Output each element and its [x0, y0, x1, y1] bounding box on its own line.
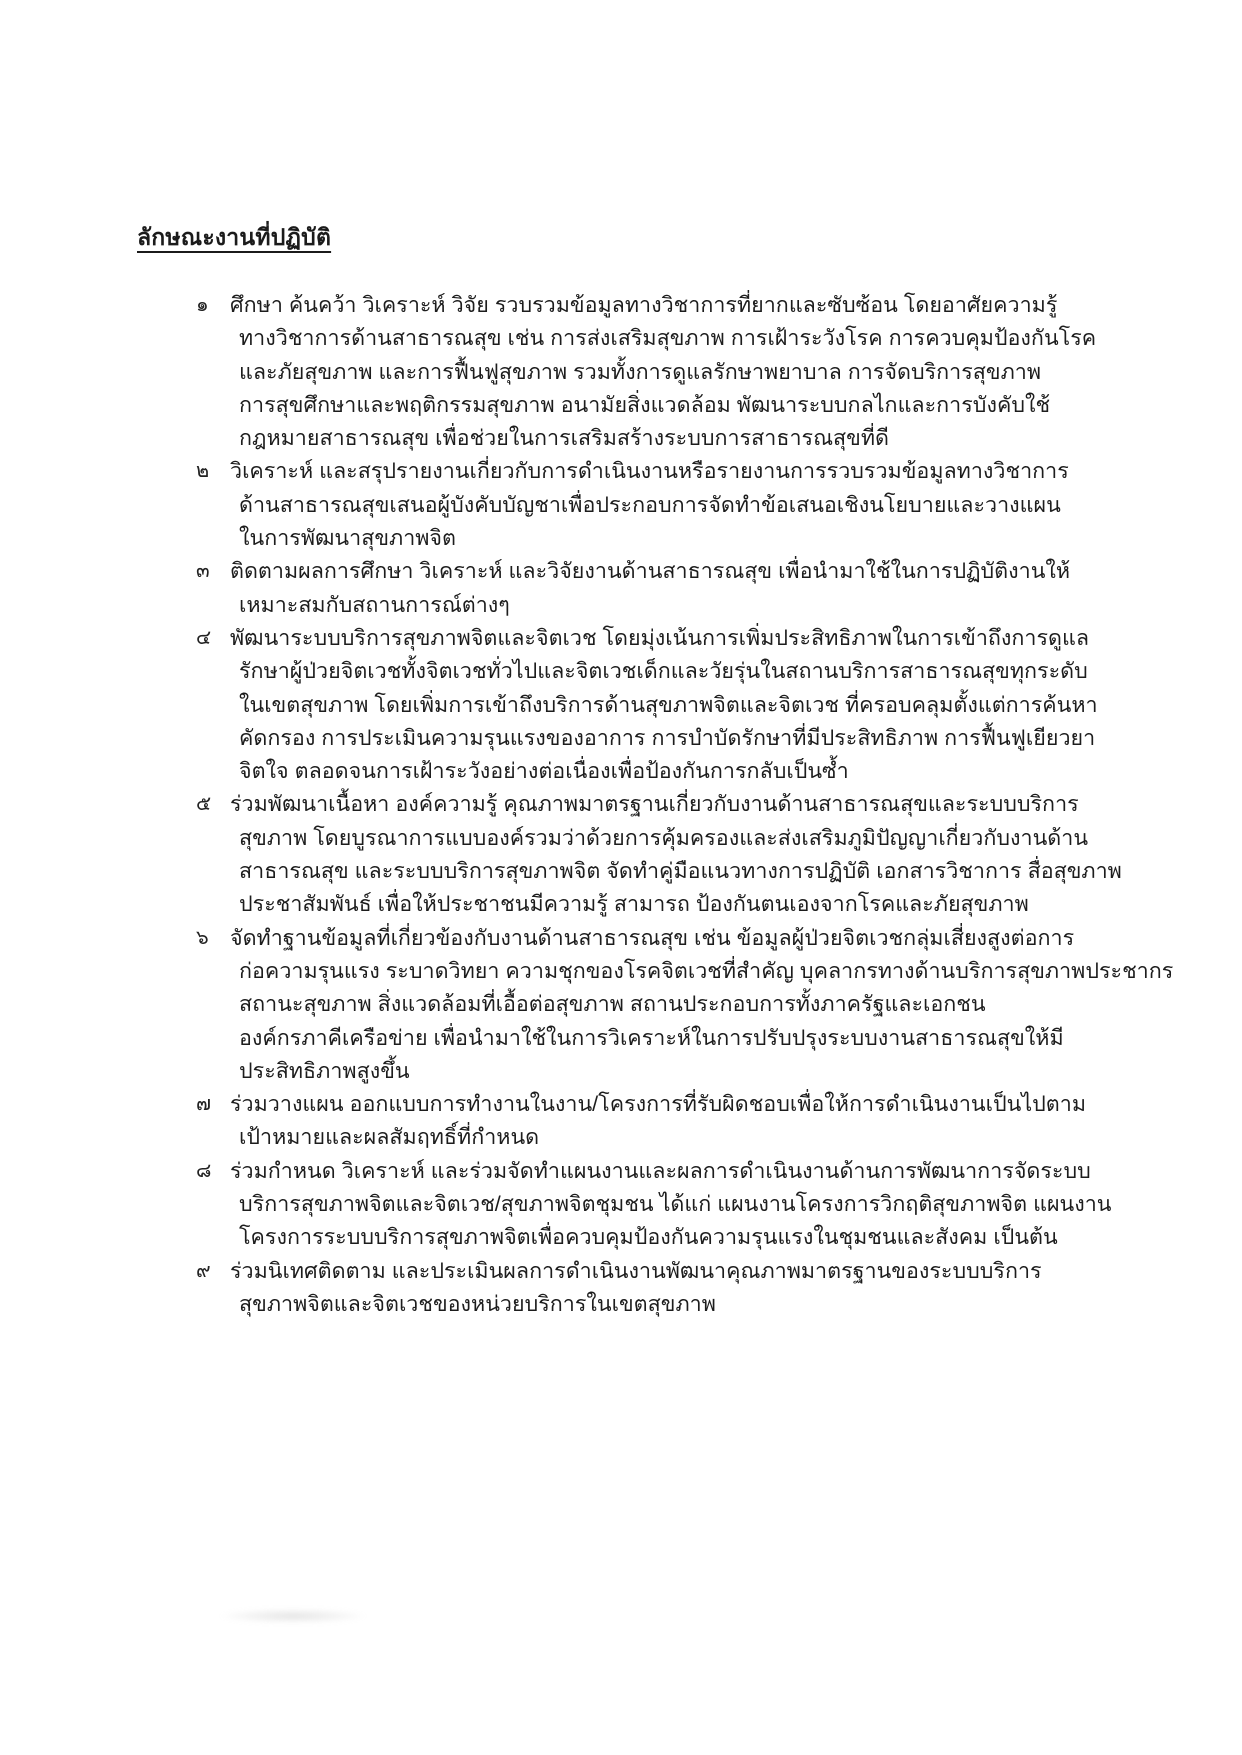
scan-smudge-artifact — [218, 1608, 368, 1624]
item-body — [230, 1155, 1186, 1255]
item-line: ก่อความรุนแรง ระบาดวิทยา ความชุกของโรคจิตเวชที่สำคัญ บุคลากรทางด้านบริการสุขภาพประชากร — [239, 958, 1174, 983]
item-line: จิตใจ ตลอดจนการเฝ้าระวังอย่างต่อเนื่องเพื่อป้องกันการกลับเป็นซ้ำ — [239, 759, 849, 784]
page-title: ลักษณะงานที่ปฏิบัติ — [137, 224, 332, 250]
list-item — [196, 1155, 1186, 1255]
item-line: การสุขศึกษาและพฤติกรรมสุขภาพ อนามัยสิ่งแวดล้อม พัฒนาระบบกลไกและการบังคับใช้ — [239, 392, 1051, 417]
job-duties-list — [196, 289, 1186, 1321]
item-line: บริการสุขภาพจิตและจิตเวช/สุขภาพจิตชุมชน ได้แก่ แผนงานโครงการวิกฤติสุขภาพจิต แผนงาน — [239, 1192, 1112, 1217]
item-line: โครงการระบบบริการสุขภาพจิตเพื่อควบคุมป้องกันความรุนแรงในชุมชนและสังคม เป็นต้น — [239, 1225, 1058, 1250]
item-line: จัดทำฐานข้อมูลที่เกี่ยวข้องกับงานด้านสาธารณสุข เช่น ข้อมูลผู้ป่วยจิตเวชกลุ่มเสี่ยงสูงต่อการ — [230, 925, 1075, 950]
item-number: ๘ — [196, 1159, 212, 1182]
item-line: เหมาะสมกับสถานการณ์ต่างๆ — [239, 592, 510, 617]
item-line: ด้านสาธารณสุขเสนอผู้บังคับบัญชาเพื่อประกอบการจัดทำข้อเสนอเชิงนโยบายและวางแผน — [239, 492, 1061, 517]
item-line: กฎหมายสาธารณสุข เพื่อช่วยในการเสริมสร้างระบบการสาธารณสุขที่ดี — [239, 426, 889, 451]
list-item — [196, 1088, 1186, 1155]
item-line: สุขภาพ โดยบูรณาการแบบองค์รวมว่าด้วยการคุ้มครองและส่งเสริมภูมิปัญญาเกี่ยวกับงานด้าน — [239, 825, 1089, 850]
list-item — [196, 289, 1186, 455]
item-number: ๔ — [196, 626, 212, 649]
item-line: ในการพัฒนาสุขภาพจิต — [239, 526, 456, 551]
list-item — [196, 622, 1186, 788]
item-line: ประชาสัมพันธ์ เพื่อให้ประชาชนมีความรู้ สามารถ ป้องกันตนเองจากโรคและภัยสุขภาพ — [239, 892, 1029, 917]
list-item — [196, 788, 1186, 921]
item-body — [230, 1255, 1186, 1322]
item-body — [230, 455, 1186, 555]
list-item — [196, 455, 1186, 555]
item-line: ประสิทธิภาพสูงขึ้น — [239, 1058, 410, 1083]
list-item — [196, 922, 1186, 1088]
item-line: ศึกษา ค้นคว้า วิเคราะห์ วิจัย รวบรวมข้อมูลทางวิชาการที่ยากและซับซ้อน โดยอาศัยความรู้ — [230, 293, 1058, 317]
item-line: ในเขตสุขภาพ โดยเพิ่มการเข้าถึงบริการด้านสุขภาพจิตและจิตเวช ที่ครอบคลุมตั้งแต่การค้นหา — [239, 692, 1098, 717]
item-line: ร่วมกำหนด วิเคราะห์ และร่วมจัดทำแผนงานและผลการดำเนินงานด้านการพัฒนาการจัดระบบ — [230, 1158, 1091, 1183]
item-line: สุขภาพจิตและจิตเวชของหน่วยบริการในเขตสุขภาพ — [239, 1291, 716, 1316]
item-body — [230, 1088, 1186, 1155]
item-line: สถานะสุขภาพ สิ่งแวดล้อมที่เอื้อต่อสุขภาพ สถานประกอบการทั้งภาครัฐและเอกชน — [239, 992, 986, 1017]
item-number: ๗ — [196, 1093, 212, 1116]
item-number: ๓ — [196, 560, 210, 583]
item-line: รักษาผู้ป่วยจิตเวชทั้งจิตเวชทั่วไปและจิตเวชเด็กและวัยรุ่นในสถานบริการสาธารณสุขทุกระดับ — [239, 659, 1088, 684]
item-number: ๕ — [196, 793, 212, 816]
item-number: ๒ — [196, 460, 210, 483]
item-line: ร่วมพัฒนาเนื้อหา องค์ความรู้ คุณภาพมาตรฐานเกี่ยวกับงานด้านสาธารณสุขและระบบบริการ — [230, 792, 1079, 817]
item-line: เป้าหมายและผลสัมฤทธิ์ที่กำหนด — [239, 1125, 540, 1150]
list-item — [196, 555, 1186, 622]
item-line: ทางวิชาการด้านสาธารณสุข เช่น การส่งเสริมสุขภาพ การเฝ้าระวังโรค การควบคุมป้องกันโรค — [239, 326, 1097, 351]
item-number: ๑ — [196, 294, 209, 316]
item-line: องค์กรภาคีเครือข่าย เพื่อนำมาใช้ในการวิเคราะห์ในการปรับปรุงระบบงานสาธารณสุขให้มี — [239, 1025, 1064, 1050]
item-line: ติดตามผลการศึกษา วิเคราะห์ และวิจัยงานด้านสาธารณสุข เพื่อนำมาใช้ในการปฏิบัติงานให้ — [230, 559, 1071, 584]
item-number: ๖ — [196, 926, 209, 949]
item-body — [230, 788, 1186, 921]
item-body — [230, 555, 1186, 622]
item-number: ๙ — [196, 1259, 211, 1282]
list-item — [196, 1255, 1186, 1322]
item-line: วิเคราะห์ และสรุปรายงานเกี่ยวกับการดำเนินงานหรือรายงานการรวบรวมข้อมูลทางวิชาการ — [230, 459, 1069, 484]
item-body — [230, 622, 1186, 788]
item-line: ร่วมนิเทศติดตาม และประเมินผลการดำเนินงานพัฒนาคุณภาพมาตรฐานของระบบบริการ — [230, 1258, 1042, 1283]
item-body — [230, 922, 1186, 1088]
item-line: ร่วมวางแผน ออกแบบการทำงานในงาน/โครงการที่รับผิดชอบเพื่อให้การดำเนินงานเป็นไปตาม — [230, 1092, 1086, 1117]
item-line: พัฒนาระบบบริการสุขภาพจิตและจิตเวช โดยมุ่งเน้นการเพิ่มประสิทธิภาพในการเข้าถึงการดูแล — [230, 625, 1090, 650]
item-line: สาธารณสุข และระบบบริการสุขภาพจิต จัดทำคู่มือแนวทางการปฏิบัติ เอกสารวิชาการ สื่อสุขภาพ — [239, 859, 1122, 884]
item-line: คัดกรอง การประเมินความรุนแรงของอาการ การบำบัดรักษาที่มีประสิทธิภาพ การฟื้นฟูเยียวยา — [239, 725, 1096, 750]
item-line: และภัยสุขภาพ และการฟื้นฟูสุขภาพ รวมทั้งการดูแลรักษาพยาบาล การจัดบริการสุขภาพ — [239, 359, 1042, 384]
item-body — [230, 289, 1186, 455]
